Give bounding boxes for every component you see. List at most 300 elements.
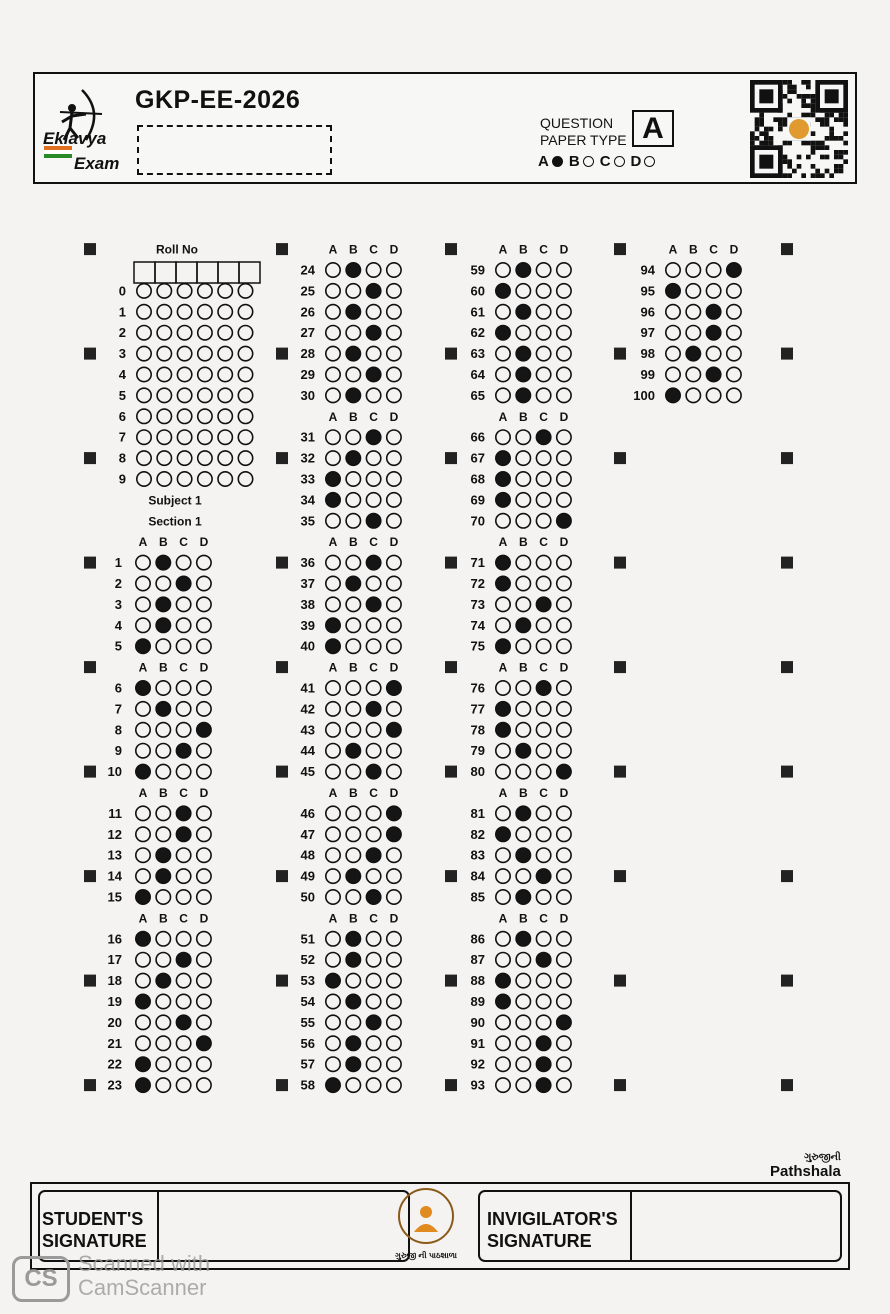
roll-bubble[interactable] [218,326,232,340]
answer-bubble[interactable] [496,994,510,1008]
answer-bubble[interactable] [176,681,190,695]
answer-bubble[interactable] [156,723,170,737]
answer-bubble[interactable] [197,932,211,946]
answer-bubble[interactable] [326,806,340,820]
answer-bubble[interactable] [136,953,150,967]
answer-bubble[interactable] [346,597,360,611]
answer-bubble[interactable] [387,555,401,569]
answer-bubble[interactable] [197,1057,211,1071]
answer-bubble[interactable] [346,973,360,987]
answer-bubble[interactable] [536,388,550,402]
answer-bubble[interactable] [536,764,550,778]
answer-bubble[interactable] [536,932,550,946]
answer-bubble[interactable] [366,514,380,528]
answer-bubble[interactable] [346,576,360,590]
answer-bubble[interactable] [326,764,340,778]
roll-bubble[interactable] [137,388,151,402]
answer-bubble[interactable] [516,493,530,507]
answer-bubble[interactable] [197,1015,211,1029]
answer-bubble[interactable] [496,493,510,507]
roll-bubble[interactable] [177,284,191,298]
roll-bubble[interactable] [157,326,171,340]
answer-bubble[interactable] [496,744,510,758]
roll-bubble[interactable] [157,388,171,402]
answer-bubble[interactable] [666,346,680,360]
answer-bubble[interactable] [557,1057,571,1071]
answer-bubble[interactable] [727,346,741,360]
answer-bubble[interactable] [346,890,360,904]
answer-bubble[interactable] [346,702,360,716]
answer-bubble[interactable] [176,848,190,862]
answer-bubble[interactable] [387,451,401,465]
answer-bubble[interactable] [326,994,340,1008]
roll-bubble[interactable] [157,346,171,360]
answer-bubble[interactable] [136,597,150,611]
answer-bubble[interactable] [557,702,571,716]
answer-bubble[interactable] [136,723,150,737]
answer-bubble[interactable] [156,806,170,820]
answer-bubble[interactable] [136,681,150,695]
answer-bubble[interactable] [496,514,510,528]
answer-bubble[interactable] [536,326,550,340]
roll-bubble[interactable] [198,409,212,423]
answer-bubble[interactable] [326,346,340,360]
answer-bubble[interactable] [387,367,401,381]
answer-bubble[interactable] [346,827,360,841]
answer-bubble[interactable] [366,1015,380,1029]
answer-bubble[interactable] [536,953,550,967]
roll-bubble[interactable] [198,451,212,465]
answer-bubble[interactable] [197,681,211,695]
answer-bubble[interactable] [326,869,340,883]
answer-bubble[interactable] [156,1057,170,1071]
answer-bubble[interactable] [326,1036,340,1050]
answer-bubble[interactable] [346,346,360,360]
answer-bubble[interactable] [387,326,401,340]
answer-bubble[interactable] [366,973,380,987]
answer-bubble[interactable] [326,367,340,381]
answer-bubble[interactable] [686,263,700,277]
roll-bubble[interactable] [157,367,171,381]
answer-bubble[interactable] [496,597,510,611]
answer-bubble[interactable] [496,1036,510,1050]
answer-bubble[interactable] [387,493,401,507]
answer-bubble[interactable] [557,451,571,465]
answer-bubble[interactable] [557,764,571,778]
answer-bubble[interactable] [156,639,170,653]
answer-bubble[interactable] [156,932,170,946]
answer-bubble[interactable] [366,764,380,778]
answer-bubble[interactable] [197,639,211,653]
answer-bubble[interactable] [366,367,380,381]
answer-bubble[interactable] [536,555,550,569]
answer-bubble[interactable] [536,472,550,486]
roll-bubble[interactable] [137,409,151,423]
answer-bubble[interactable] [557,326,571,340]
answer-bubble[interactable] [557,1015,571,1029]
answer-bubble[interactable] [136,744,150,758]
answer-bubble[interactable] [516,597,530,611]
answer-bubble[interactable] [536,744,550,758]
roll-bubble[interactable] [137,472,151,486]
answer-bubble[interactable] [666,388,680,402]
answer-bubble[interactable] [136,555,150,569]
answer-bubble[interactable] [496,430,510,444]
answer-bubble[interactable] [156,848,170,862]
answer-bubble[interactable] [346,994,360,1008]
answer-bubble[interactable] [496,639,510,653]
answer-bubble[interactable] [516,932,530,946]
answer-bubble[interactable] [136,702,150,716]
answer-bubble[interactable] [326,1078,340,1092]
answer-bubble[interactable] [496,367,510,381]
answer-bubble[interactable] [516,702,530,716]
answer-bubble[interactable] [176,827,190,841]
answer-bubble[interactable] [516,1078,530,1092]
answer-bubble[interactable] [557,514,571,528]
answer-bubble[interactable] [387,1057,401,1071]
answer-bubble[interactable] [387,576,401,590]
answer-bubble[interactable] [387,723,401,737]
answer-bubble[interactable] [706,388,720,402]
roll-bubble[interactable] [177,388,191,402]
answer-bubble[interactable] [346,681,360,695]
answer-bubble[interactable] [366,576,380,590]
answer-bubble[interactable] [156,827,170,841]
answer-bubble[interactable] [346,514,360,528]
roll-bubble[interactable] [238,305,252,319]
answer-bubble[interactable] [366,827,380,841]
answer-bubble[interactable] [176,576,190,590]
answer-bubble[interactable] [516,514,530,528]
answer-bubble[interactable] [496,1057,510,1071]
answer-bubble[interactable] [136,1057,150,1071]
answer-bubble[interactable] [366,597,380,611]
answer-bubble[interactable] [156,994,170,1008]
answer-bubble[interactable] [557,994,571,1008]
answer-bubble[interactable] [176,764,190,778]
answer-bubble[interactable] [176,555,190,569]
answer-bubble[interactable] [176,723,190,737]
roll-bubble[interactable] [218,346,232,360]
answer-bubble[interactable] [197,890,211,904]
answer-bubble[interactable] [366,451,380,465]
answer-bubble[interactable] [346,305,360,319]
answer-bubble[interactable] [387,639,401,653]
answer-bubble[interactable] [366,869,380,883]
answer-bubble[interactable] [536,576,550,590]
answer-bubble[interactable] [516,326,530,340]
answer-bubble[interactable] [326,723,340,737]
answer-bubble[interactable] [496,702,510,716]
answer-bubble[interactable] [346,869,360,883]
answer-bubble[interactable] [557,890,571,904]
answer-bubble[interactable] [536,367,550,381]
roll-bubble[interactable] [238,451,252,465]
answer-bubble[interactable] [557,576,571,590]
answer-bubble[interactable] [536,973,550,987]
answer-bubble[interactable] [326,576,340,590]
answer-bubble[interactable] [346,764,360,778]
answer-bubble[interactable] [536,890,550,904]
roll-bubble[interactable] [238,472,252,486]
answer-bubble[interactable] [387,973,401,987]
answer-bubble[interactable] [706,305,720,319]
answer-bubble[interactable] [557,953,571,967]
answer-bubble[interactable] [366,848,380,862]
answer-bubble[interactable] [706,284,720,298]
answer-bubble[interactable] [156,764,170,778]
roll-bubble[interactable] [238,367,252,381]
answer-bubble[interactable] [557,472,571,486]
answer-bubble[interactable] [496,555,510,569]
answer-bubble[interactable] [366,430,380,444]
answer-bubble[interactable] [176,953,190,967]
answer-bubble[interactable] [557,346,571,360]
answer-bubble[interactable] [557,430,571,444]
answer-bubble[interactable] [156,973,170,987]
answer-bubble[interactable] [176,869,190,883]
answer-bubble[interactable] [346,932,360,946]
answer-bubble[interactable] [496,576,510,590]
answer-bubble[interactable] [156,744,170,758]
answer-bubble[interactable] [496,827,510,841]
answer-bubble[interactable] [516,576,530,590]
answer-bubble[interactable] [536,451,550,465]
answer-bubble[interactable] [346,263,360,277]
answer-bubble[interactable] [387,1036,401,1050]
answer-bubble[interactable] [496,326,510,340]
answer-bubble[interactable] [516,472,530,486]
answer-bubble[interactable] [136,576,150,590]
answer-bubble[interactable] [156,890,170,904]
answer-bubble[interactable] [387,263,401,277]
answer-bubble[interactable] [326,472,340,486]
answer-bubble[interactable] [176,639,190,653]
answer-bubble[interactable] [387,764,401,778]
answer-bubble[interactable] [387,681,401,695]
answer-bubble[interactable] [516,848,530,862]
answer-bubble[interactable] [326,493,340,507]
answer-bubble[interactable] [516,346,530,360]
roll-bubble[interactable] [198,305,212,319]
answer-bubble[interactable] [557,493,571,507]
answer-bubble[interactable] [387,848,401,862]
roll-bubble[interactable] [177,346,191,360]
roll-bubble[interactable] [177,451,191,465]
answer-bubble[interactable] [666,367,680,381]
roll-bubble[interactable] [198,346,212,360]
answer-bubble[interactable] [366,493,380,507]
answer-bubble[interactable] [176,744,190,758]
answer-bubble[interactable] [666,284,680,298]
answer-bubble[interactable] [346,451,360,465]
answer-bubble[interactable] [326,953,340,967]
answer-bubble[interactable] [536,806,550,820]
answer-bubble[interactable] [136,869,150,883]
answer-bubble[interactable] [326,430,340,444]
answer-bubble[interactable] [516,744,530,758]
answer-bubble[interactable] [516,284,530,298]
roll-bubble[interactable] [157,451,171,465]
answer-bubble[interactable] [516,1036,530,1050]
roll-bubble[interactable] [157,472,171,486]
answer-bubble[interactable] [366,305,380,319]
answer-bubble[interactable] [346,618,360,632]
answer-bubble[interactable] [366,806,380,820]
answer-bubble[interactable] [496,263,510,277]
answer-bubble[interactable] [516,827,530,841]
roll-bubble[interactable] [137,305,151,319]
answer-bubble[interactable] [516,1057,530,1071]
answer-bubble[interactable] [346,1015,360,1029]
roll-bubble[interactable] [218,388,232,402]
answer-bubble[interactable] [686,284,700,298]
answer-bubble[interactable] [536,618,550,632]
answer-bubble[interactable] [197,869,211,883]
answer-bubble[interactable] [136,848,150,862]
answer-bubble[interactable] [557,806,571,820]
answer-bubble[interactable] [516,263,530,277]
answer-bubble[interactable] [387,430,401,444]
answer-bubble[interactable] [176,597,190,611]
roll-bubble[interactable] [157,409,171,423]
answer-bubble[interactable] [176,890,190,904]
answer-bubble[interactable] [326,848,340,862]
answer-bubble[interactable] [346,493,360,507]
answer-bubble[interactable] [516,869,530,883]
answer-bubble[interactable] [496,1015,510,1029]
roll-bubble[interactable] [137,451,151,465]
answer-bubble[interactable] [536,702,550,716]
answer-bubble[interactable] [197,576,211,590]
answer-bubble[interactable] [727,388,741,402]
answer-bubble[interactable] [366,639,380,653]
roll-bubble[interactable] [218,430,232,444]
roll-bubble[interactable] [238,346,252,360]
answer-bubble[interactable] [197,618,211,632]
answer-bubble[interactable] [176,806,190,820]
answer-bubble[interactable] [366,263,380,277]
answer-bubble[interactable] [326,451,340,465]
answer-bubble[interactable] [496,723,510,737]
answer-bubble[interactable] [387,994,401,1008]
answer-bubble[interactable] [176,1036,190,1050]
answer-bubble[interactable] [557,284,571,298]
answer-bubble[interactable] [727,326,741,340]
answer-bubble[interactable] [326,681,340,695]
answer-bubble[interactable] [536,263,550,277]
roll-bubble[interactable] [198,367,212,381]
answer-bubble[interactable] [156,953,170,967]
answer-bubble[interactable] [516,305,530,319]
answer-bubble[interactable] [326,973,340,987]
roll-bubble[interactable] [198,284,212,298]
roll-bubble[interactable] [177,305,191,319]
answer-bubble[interactable] [326,305,340,319]
answer-bubble[interactable] [496,284,510,298]
answer-bubble[interactable] [496,890,510,904]
answer-bubble[interactable] [536,514,550,528]
roll-bubble[interactable] [137,284,151,298]
answer-bubble[interactable] [156,555,170,569]
answer-bubble[interactable] [326,744,340,758]
answer-bubble[interactable] [536,305,550,319]
answer-bubble[interactable] [516,367,530,381]
answer-bubble[interactable] [536,994,550,1008]
answer-bubble[interactable] [557,1036,571,1050]
answer-bubble[interactable] [557,869,571,883]
roll-bubble[interactable] [198,472,212,486]
answer-bubble[interactable] [136,932,150,946]
answer-bubble[interactable] [366,284,380,298]
answer-bubble[interactable] [557,681,571,695]
roll-bubble[interactable] [177,409,191,423]
answer-bubble[interactable] [197,744,211,758]
answer-bubble[interactable] [496,472,510,486]
answer-bubble[interactable] [197,953,211,967]
answer-bubble[interactable] [387,1078,401,1092]
answer-bubble[interactable] [516,806,530,820]
answer-bubble[interactable] [727,305,741,319]
answer-bubble[interactable] [516,994,530,1008]
answer-bubble[interactable] [346,1078,360,1092]
answer-bubble[interactable] [136,827,150,841]
answer-bubble[interactable] [557,848,571,862]
answer-bubble[interactable] [156,1015,170,1029]
answer-bubble[interactable] [326,639,340,653]
answer-bubble[interactable] [557,932,571,946]
answer-bubble[interactable] [197,702,211,716]
answer-bubble[interactable] [686,367,700,381]
answer-bubble[interactable] [176,1078,190,1092]
answer-bubble[interactable] [496,973,510,987]
answer-bubble[interactable] [387,702,401,716]
answer-bubble[interactable] [516,973,530,987]
answer-bubble[interactable] [666,326,680,340]
answer-bubble[interactable] [197,806,211,820]
answer-bubble[interactable] [326,932,340,946]
answer-bubble[interactable] [346,639,360,653]
answer-bubble[interactable] [536,493,550,507]
answer-bubble[interactable] [326,388,340,402]
answer-bubble[interactable] [536,1015,550,1029]
answer-bubble[interactable] [516,890,530,904]
answer-bubble[interactable] [156,869,170,883]
answer-bubble[interactable] [536,1036,550,1050]
roll-bubble[interactable] [137,346,151,360]
answer-bubble[interactable] [387,284,401,298]
answer-bubble[interactable] [686,326,700,340]
answer-bubble[interactable] [536,869,550,883]
answer-bubble[interactable] [136,973,150,987]
answer-bubble[interactable] [366,723,380,737]
answer-bubble[interactable] [536,597,550,611]
answer-bubble[interactable] [536,723,550,737]
answer-bubble[interactable] [387,618,401,632]
answer-bubble[interactable] [496,681,510,695]
answer-bubble[interactable] [496,764,510,778]
answer-bubble[interactable] [366,681,380,695]
answer-bubble[interactable] [326,326,340,340]
answer-bubble[interactable] [366,1078,380,1092]
answer-bubble[interactable] [727,284,741,298]
answer-bubble[interactable] [706,346,720,360]
answer-bubble[interactable] [727,263,741,277]
answer-bubble[interactable] [496,932,510,946]
answer-bubble[interactable] [557,305,571,319]
answer-bubble[interactable] [176,618,190,632]
